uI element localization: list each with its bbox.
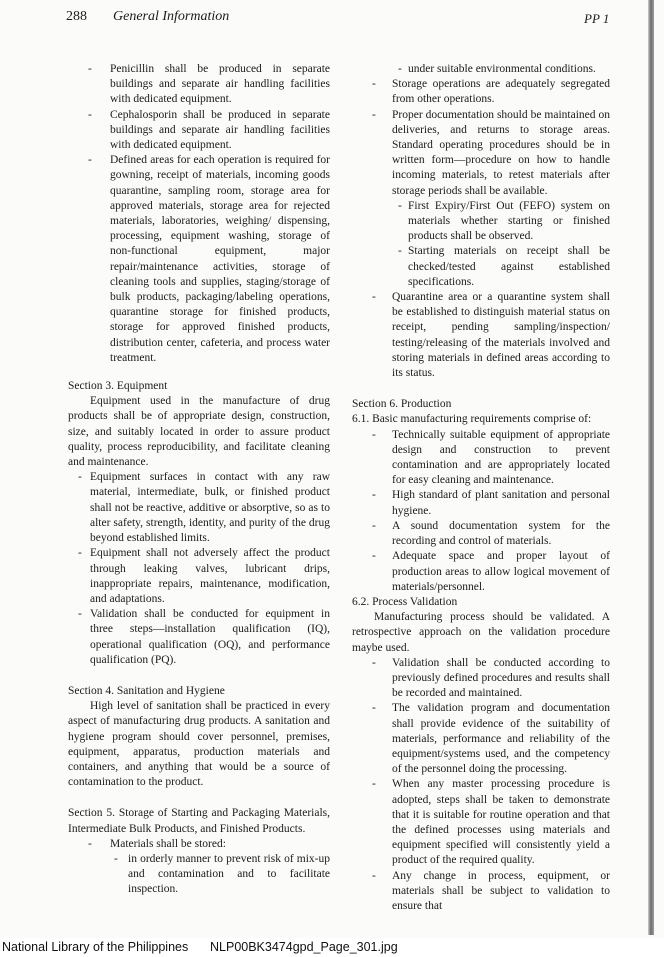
- list-item: - Validation shall be conducted according to previously defined procedures and results shall be recorded and maintained.: [372, 656, 610, 700]
- page-number: 288: [66, 9, 87, 24]
- list-item: - Validation shall be conducted for equipment in three steps—installation qualification (IQ), operational qualification (OQ), and performance qualification (PQ).: [78, 608, 330, 666]
- right-column: [352, 62, 610, 914]
- list-sub-item: - Starting materials on receipt shall be checked/tested against established specifications.: [398, 245, 610, 288]
- list-item: - Storage operations are adequately segregated from other operations.: [372, 78, 610, 106]
- scan-filename: NLP00BK3474gpd_Page_301.jpg: [210, 940, 398, 954]
- list-item: - High standard of plant sanitation and personal hygiene.: [372, 489, 610, 517]
- section-4-title: Section 4. Sanitation and Hygiene: [68, 684, 225, 697]
- library-credit: National Library of the Philippines: [2, 940, 189, 954]
- list-item: - Adequate space and proper layout of production areas to allow logical movement of materials/personnel.: [372, 550, 610, 593]
- list-item: - The validation program and documentation shall provide evidence of the suitability of materials, performance and reliability of the equipment/systems used, and the competency of the personnel doing the processing.: [372, 702, 610, 776]
- list-item: - Penicillin shall be produced in separate buildings and separate air handling facilities with dedicated equipment.: [88, 63, 330, 106]
- list-item: - Equipment shall not adversely affect the product through leaking valves, lubricant drips, inappropriate repairs, maintenance, modification, and adaptations.: [78, 547, 330, 605]
- section-5-title: Section 5. Storage of Starting and Packaging Materials, Intermediate Bulk Products, and Finished Products.: [68, 807, 330, 835]
- section-3-title: Section 3. Equipment: [68, 380, 168, 393]
- running-title: General Information: [113, 9, 230, 24]
- list-item: - Cephalosporin shall be produced in separate buildings and separate air handling facilities with dedicated equipment.: [88, 108, 330, 152]
- subsection-6-2-paragraph: Manufacturing process should be validated. A retrospective approach on the validation procedure maybe used.: [352, 611, 610, 654]
- list-sub-item: - under suitable environmental conditions.: [398, 63, 596, 75]
- list-item: - Any change in process, equipment, or materials shall be subject to validation to ensure that: [372, 869, 610, 912]
- subsection-6-2-title: 6.2. Process Validation: [352, 595, 458, 608]
- scan-edge-shadow: [648, 0, 654, 935]
- list-item: - Technically suitable equipment of appropriate design and construction to prevent contamination and are appropriately located for easy cleaning and maintenance.: [372, 428, 610, 487]
- scan-footer: [0, 938, 664, 957]
- list-item: - Equipment surfaces in contact with any raw material, intermediate, bulk, or finished product shall not be reactive, additive or absorptive, so as to alter safety, strength, identity, and purity of the drug beyond established limits.: [78, 471, 330, 545]
- list-sub-item: - First Expiry/First Out (FEFO) system on materials whether starting or finished products shall be observed.: [398, 199, 610, 243]
- list-sub-item: - in orderly manner to prevent risk of mix-up and contamination and to facilitate inspection.: [114, 852, 330, 896]
- section-3-paragraph: Equipment used in the manufacture of drug products shall be of appropriate design, construction, size, and suitably located in order to assure product quality, process reproducibility, and facilitate cleaning and maintenance.: [68, 395, 330, 469]
- subsection-6-1-title: 6.1. Basic manufacturing requirements comprise of:: [352, 413, 592, 426]
- left-column: [68, 62, 330, 898]
- section-code: PP 1: [584, 11, 610, 26]
- section-4-paragraph: High level of sanitation shall be practiced in every aspect of manufacturing drug products. A sanitation and hygiene program should cover personnel, premises, equipment, apparatus, production materials and containers, and anything that would be a source of contamination to the product.: [68, 700, 330, 789]
- list-item: - When any master processing procedure is adopted, steps shall be taken to demonstrate that it is suitable for routine operation and that the defined processes using materials and equipment specified will consistently yield a product of the required quality.: [372, 778, 610, 867]
- list-item: - Quarantine area or a quarantine system shall be established to distinguish material status on receipt, pending sampling/inspection/ testing/releasing of the materials involved and storing materials in defined areas according to its status.: [372, 291, 610, 380]
- section-6-title: Section 6. Production: [352, 398, 452, 411]
- list-item: - Proper documentation should be maintained on deliveries, and returns to storage areas. Standard operating procedures should be in written form—procedure on how to handle incoming materials, to retest materials after storage periods shall be available.: [372, 108, 610, 197]
- list-item: - A sound documentation system for the recording and control of materials.: [372, 519, 610, 548]
- list-item: - Materials shall be stored:: [88, 837, 226, 850]
- list-item: - Defined areas for each operation is required for gowning, receipt of materials, incoming goods quarantine, sampling room, storage area for approved materials, storage area for rejected materials, laboratories, weighing/ dispensing, processing, equipment washing, storage of non-functional equipment, major repair/maintenance activities, storage of cleaning tools and supplies, staging/storage of bulk products, packaging/labeling operations, quarantine storage for finished products, storage for approved finished products, distribution center, cafeteria, and process water treatment.: [88, 154, 330, 364]
- page-header: [0, 0, 664, 40]
